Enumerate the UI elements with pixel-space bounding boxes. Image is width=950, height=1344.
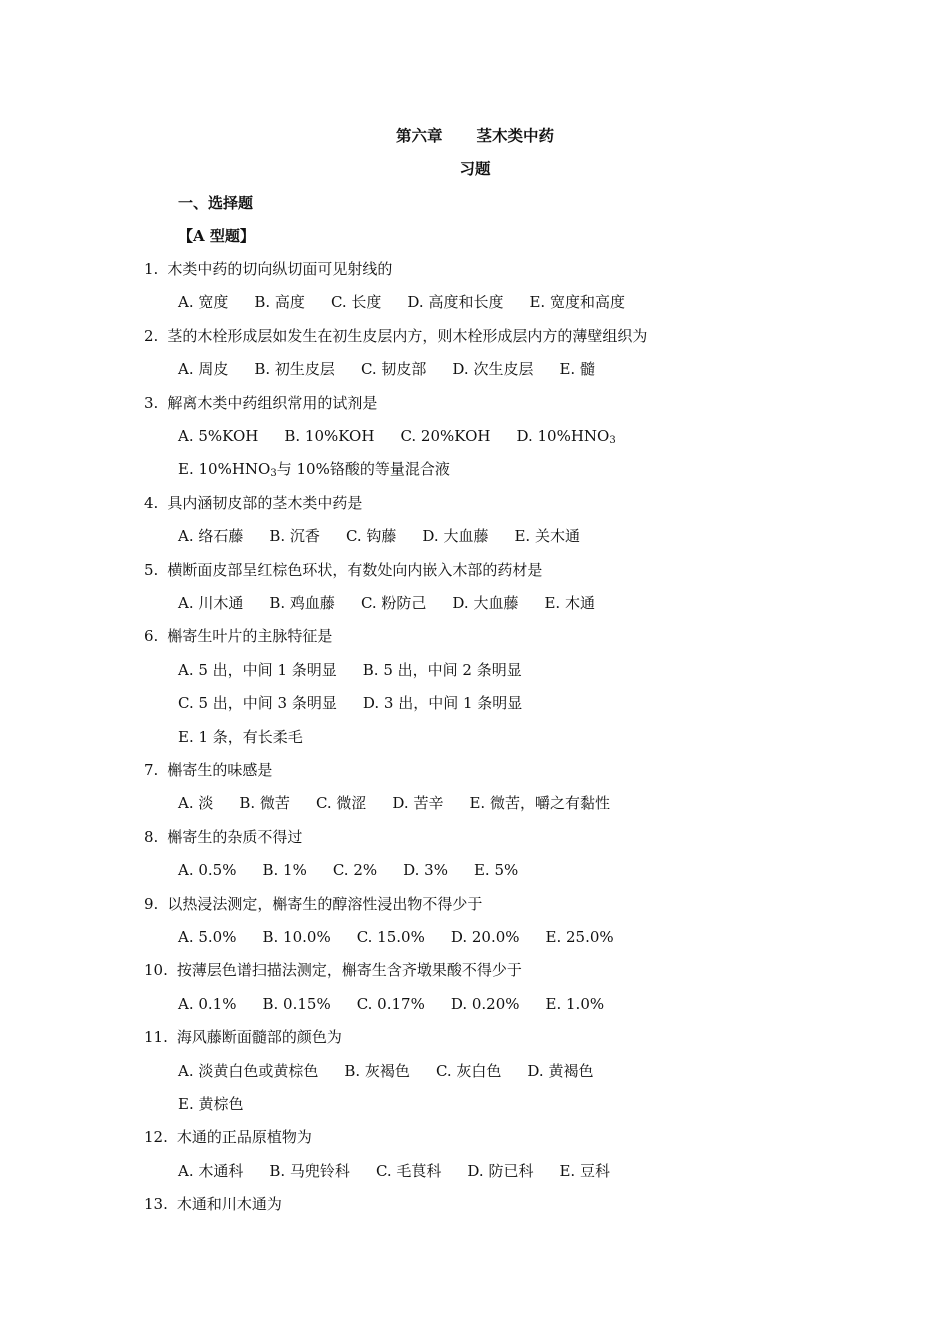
question-number: 12.	[144, 1128, 168, 1147]
answer-option: C. 2%	[332, 861, 378, 880]
question-type-label: 【A 型题】	[178, 227, 255, 245]
answer-option: C. 5 出，中间 3 条明显	[178, 694, 337, 713]
answer-option: D. 苦辛	[392, 794, 444, 813]
answer-option: C. 20%KOH	[400, 427, 491, 445]
answer-option: B. 10%KOH	[284, 427, 375, 445]
answer-option: B. 1%	[262, 861, 307, 880]
answer-option: D. 大血藤	[422, 527, 489, 546]
answer-option: E. 豆科	[559, 1161, 610, 1180]
question-number: 9.	[144, 894, 159, 913]
question-text: 解离木类中药组织常用的试剂是	[167, 393, 378, 412]
answer-option: B. 鸡血藤	[269, 594, 335, 612]
answer-option: E. 1 条，有长柔毛	[178, 727, 303, 746]
answer-option: C. 韧皮部	[360, 360, 427, 379]
answer-option: D. 20.0%	[450, 928, 520, 946]
answer-option: B. 马兜铃科	[269, 1161, 350, 1180]
answer-option: A. 淡黄白色或黄棕色	[178, 1061, 319, 1080]
question-text: 槲寄生叶片的主脉特征是	[167, 627, 333, 646]
answer-option: E. 5%	[473, 861, 519, 880]
question-stem	[144, 960, 522, 980]
answer-option: E. 宽度和高度	[529, 293, 625, 312]
answer-option: C. 微涩	[315, 794, 367, 813]
option-row	[178, 593, 595, 613]
question-stem	[144, 560, 542, 580]
answer-option: B. 初生皮层	[254, 360, 335, 379]
question-stem	[144, 493, 362, 513]
option-row	[178, 292, 625, 312]
question-text: 茎的木栓形成层如发生在初生皮层内方，则木栓形成层内方的薄壁组织为	[167, 326, 648, 345]
question-stem	[144, 1027, 342, 1047]
answer-option: A. 淡	[178, 794, 214, 813]
option-row	[178, 927, 614, 947]
answer-option: A. 木通科	[178, 1161, 244, 1180]
answer-option: B. 灰褐色	[344, 1061, 410, 1080]
option-row	[178, 1094, 244, 1114]
answer-option: D. 0.20%	[450, 994, 520, 1013]
question-text: 按薄层色谱扫描法测定，槲寄生含齐墩果酸不得少于	[176, 961, 522, 980]
answer-option: D. $10\%HNO_3$	[516, 427, 616, 446]
answer-option: A. 宽度	[178, 293, 229, 312]
question-stem	[144, 393, 377, 413]
option-row	[178, 693, 522, 713]
question-stem	[144, 894, 482, 914]
question-stem	[144, 1127, 312, 1147]
answer-option: A. 5 出，中间 1 条明显	[178, 660, 337, 679]
question-text: 槲寄生的杂质不得过	[167, 827, 303, 846]
question-number: 1.	[144, 260, 159, 278]
chapter-name: 茎木类中药	[476, 126, 555, 145]
question-text: 槲寄生的味感是	[167, 761, 273, 779]
answer-option: D. 次生皮层	[452, 360, 534, 379]
answer-option: B. 10.0%	[262, 928, 331, 946]
option-row	[178, 860, 518, 880]
answer-option: E. $10\%HNO_3$与 10%铬酸的等量混合液	[178, 460, 450, 480]
answer-option: A. 0.5%	[178, 861, 237, 880]
answer-option: C. 15.0%	[356, 928, 425, 946]
question-stem	[144, 1194, 282, 1214]
question-text: 横断面皮部呈红棕色环状，有数处向内嵌入木部的药材是	[167, 560, 543, 579]
answer-option: D. 高度和长度	[407, 293, 504, 312]
answer-option: C. 长度	[330, 293, 382, 312]
subtitle: 习题	[459, 159, 491, 178]
option-row	[178, 459, 450, 479]
option-row	[178, 359, 595, 379]
answer-option: C. 粉防己	[360, 594, 427, 612]
answer-option: A. 5.0%	[178, 928, 237, 946]
question-number: 5.	[144, 560, 159, 579]
answer-option: D. 3 出，中间 1 条明显	[362, 694, 523, 713]
answer-option: A. 周皮	[178, 360, 229, 379]
answer-option: A. 0.1%	[178, 994, 237, 1013]
option-row	[178, 426, 616, 446]
answer-option: E. 黄棕色	[178, 1095, 244, 1113]
question-number: 8.	[144, 827, 159, 846]
question-number: 7.	[144, 761, 159, 779]
question-text: 具内涵韧皮部的茎木类中药是	[167, 493, 363, 512]
chapter-number: 第六章	[395, 126, 443, 145]
answer-option: E. 木通	[544, 594, 595, 612]
answer-option: E. 1.0%	[545, 994, 605, 1013]
option-row	[178, 1161, 610, 1181]
option-row	[178, 660, 522, 680]
answer-option: C. 0.17%	[356, 994, 425, 1013]
question-stem	[144, 827, 302, 847]
answer-option: A. 5%KOH	[178, 427, 259, 445]
answer-option: C. 钩藤	[345, 527, 397, 546]
question-text: 以热浸法测定，槲寄生的醇溶性浸出物不得少于	[167, 894, 483, 913]
question-number: 3.	[144, 393, 159, 412]
answer-option: D. 大血藤	[452, 594, 519, 612]
answer-option: E. 25.0%	[545, 928, 614, 946]
question-text: 木类中药的切向纵切面可见射线的	[167, 260, 393, 278]
question-stem	[144, 626, 332, 646]
section-heading: 一、选择题	[178, 194, 254, 212]
option-row	[178, 1061, 593, 1081]
answer-option: B. 微苦	[239, 794, 290, 813]
question-number: 11.	[144, 1028, 168, 1047]
answer-option: B. 5 出，中间 2 条明显	[362, 660, 522, 679]
answer-option: C. 毛茛科	[375, 1161, 442, 1180]
question-text: 木通和川木通为	[176, 1195, 282, 1214]
question-number: 13.	[144, 1195, 168, 1214]
option-row	[178, 793, 610, 813]
answer-option: A. 川木通	[178, 594, 244, 612]
answer-option: B. 沉香	[269, 527, 320, 546]
option-row	[178, 526, 580, 546]
answer-option: B. 0.15%	[262, 994, 331, 1013]
question-stem	[144, 259, 392, 279]
question-stem	[144, 760, 272, 780]
answer-option: E. 微苦，嚼之有黏性	[469, 794, 610, 813]
question-number: 4.	[144, 493, 159, 512]
answer-option: A. 络石藤	[178, 527, 244, 546]
answer-option: D. 防已科	[467, 1161, 534, 1180]
question-text: 木通的正品原植物为	[176, 1128, 312, 1147]
option-row	[178, 994, 604, 1014]
question-stem	[144, 326, 647, 346]
answer-option: D. 黄褐色	[527, 1061, 594, 1080]
chapter-title	[0, 126, 950, 146]
answer-option: E. 关木通	[514, 527, 580, 546]
answer-option: B. 高度	[254, 293, 305, 312]
answer-option: E. 髓	[559, 360, 595, 379]
answer-option: C. 灰白色	[435, 1061, 502, 1080]
question-number: 10.	[144, 961, 168, 980]
question-number: 6.	[144, 627, 159, 646]
question-number: 2.	[144, 326, 159, 345]
question-text: 海风藤断面髓部的颜色为	[176, 1028, 342, 1047]
answer-option: D. 3%	[403, 861, 448, 880]
option-row	[178, 727, 303, 747]
